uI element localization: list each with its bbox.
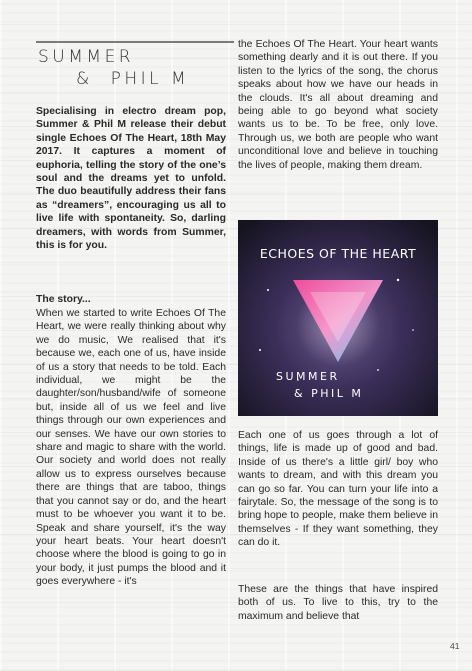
story-left-column: When we started to write Echoes Of The Heart, we were really thinking about why we do music, We realised that it's because we, each one of us, have inside of us a story that needs to be told. Each individual, we might be the daughter/son/husband/wife of someone but, inside all of us we feel and live things through our own experiences and our senses. We have our own stories to share and magic to share with the world. Our society and world does not really allow us to express ourselves because there are things that are taboo, things that you cannot say or do, and the heart must to be whoever you want it to be. Speak and share yourself, it's the way your heart beats. Your heart doesn't choose where the blood is going to go in your body, it just pumps the blood and it goes everywhere - it's <box>36 308 226 588</box>
summer-phil-m-logo <box>36 40 236 90</box>
album-cover-art <box>238 220 438 416</box>
story-right-middle: Each one of us goes through a lot of things, life is made up of good and bad. Inside of us there's a little girl/ boy who wants to dream, and with this dream you can go so far. You can turn your life into a fairytale. So, the message of the song is to bring hope to people, make them believe in themselves - If they want something, they can do it. <box>238 430 438 549</box>
logo-graphic <box>36 40 236 90</box>
logo-line-2: & PHIL M <box>76 69 190 89</box>
logo-line-1: SUMMER <box>38 47 135 67</box>
cover-title: ECHOES OF THE HEART <box>259 246 417 261</box>
intro-paragraph: Specialising in electro dream pop, Summer & Phil M release their debut single Echoes Of The Heart, 18th May 2017. It captures a moment of euphoria, telling the story of the one’s soul and the dreams yet to unfold. The duo beautifully address their fans as “dreamers”, encouraging us all to live life with spontaneity. So, darling dreamers, with words from Summer, this is for you. <box>36 106 226 252</box>
story-right-bottom: These are the things that have inspired both of us. To live to this, try to the maximum and believe that <box>238 584 438 622</box>
page-number: 41 <box>450 641 460 651</box>
story-right-top: the Echoes Of The Heart. Your heart wants something dearly and it is out there. If you listen to the lyrics of the song, the chorus speaks about how we have our heads in the clouds. It's all about dreaming and being able to go beyond what society wants us to be. To be free, only love. Through us, we both are people who want unconditional love and believe in touching the lives of people, making them dream. <box>238 39 438 171</box>
album-cover-image <box>238 220 438 416</box>
story-heading: The story... <box>36 294 91 305</box>
cover-artist-line-1: SUMMER <box>276 370 340 383</box>
cover-artist-line-2: & PHIL M <box>294 387 364 400</box>
